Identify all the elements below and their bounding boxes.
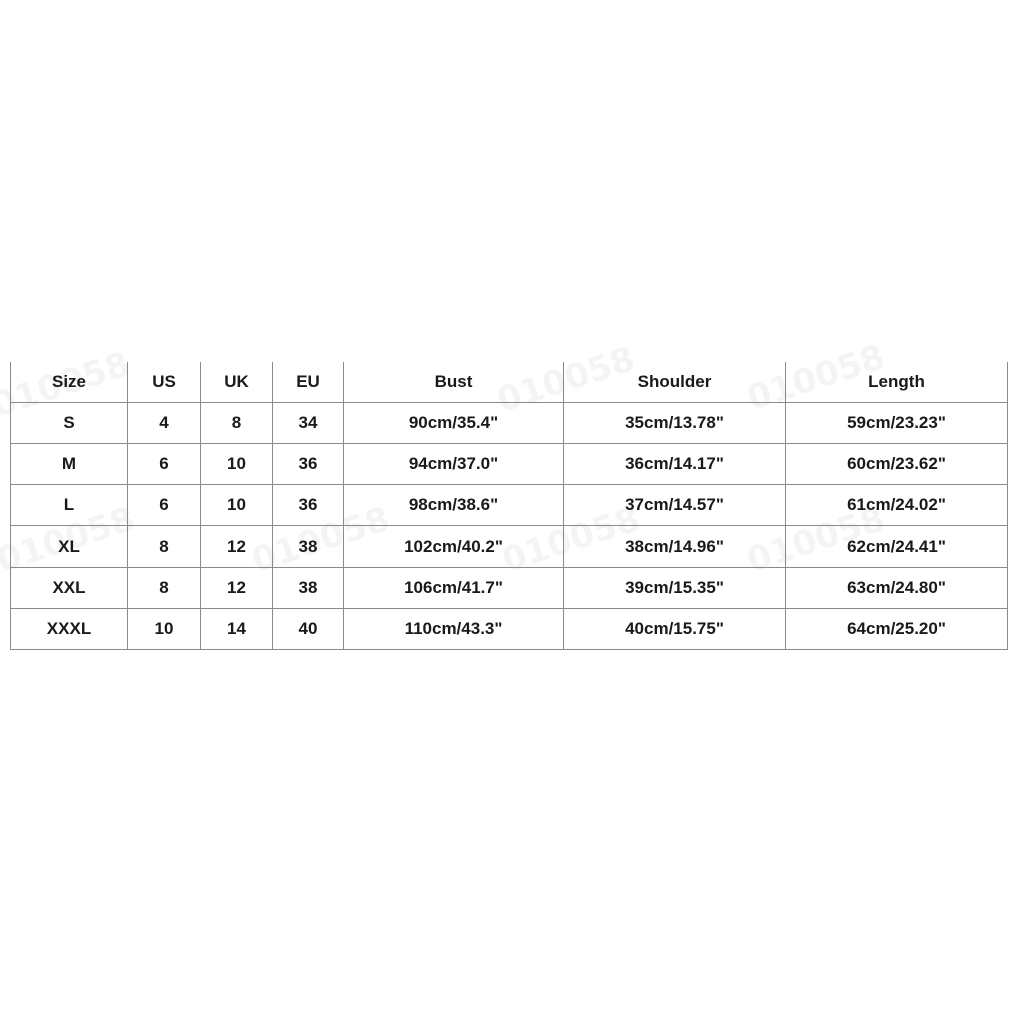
column-header-bust: Bust	[344, 362, 564, 403]
cell-length: 62cm/24.41"	[786, 526, 1008, 567]
cell-bust: 98cm/38.6"	[344, 485, 564, 526]
column-header-us: US	[128, 362, 201, 403]
cell-bust: 110cm/43.3"	[344, 608, 564, 649]
cell-size: XXL	[11, 567, 128, 608]
size-chart-table	[10, 362, 1008, 650]
cell-shoulder: 38cm/14.96"	[564, 526, 786, 567]
cell-eu: 36	[273, 444, 344, 485]
cell-length: 59cm/23.23"	[786, 403, 1008, 444]
cell-us: 8	[128, 526, 201, 567]
cell-length: 61cm/24.02"	[786, 485, 1008, 526]
cell-uk: 8	[201, 403, 273, 444]
table-header-row	[11, 362, 1008, 403]
cell-us: 6	[128, 485, 201, 526]
cell-uk: 10	[201, 444, 273, 485]
cell-eu: 34	[273, 403, 344, 444]
cell-size: M	[11, 444, 128, 485]
cell-size: XL	[11, 526, 128, 567]
column-header-length: Length	[786, 362, 1008, 403]
cell-shoulder: 40cm/15.75"	[564, 608, 786, 649]
cell-length: 64cm/25.20"	[786, 608, 1008, 649]
cell-us: 10	[128, 608, 201, 649]
cell-uk: 10	[201, 485, 273, 526]
cell-shoulder: 35cm/13.78"	[564, 403, 786, 444]
cell-us: 6	[128, 444, 201, 485]
cell-uk: 12	[201, 526, 273, 567]
cell-bust: 102cm/40.2"	[344, 526, 564, 567]
cell-bust: 94cm/37.0"	[344, 444, 564, 485]
column-header-size: Size	[11, 362, 128, 403]
cell-size: S	[11, 403, 128, 444]
cell-us: 4	[128, 403, 201, 444]
cell-size: L	[11, 485, 128, 526]
cell-bust: 106cm/41.7"	[344, 567, 564, 608]
cell-shoulder: 39cm/15.35"	[564, 567, 786, 608]
cell-shoulder: 37cm/14.57"	[564, 485, 786, 526]
cell-size: XXXL	[11, 608, 128, 649]
cell-length: 60cm/23.62"	[786, 444, 1008, 485]
table-row	[11, 444, 1008, 485]
cell-eu: 38	[273, 526, 344, 567]
cell-length: 63cm/24.80"	[786, 567, 1008, 608]
column-header-shoulder: Shoulder	[564, 362, 786, 403]
table-row	[11, 567, 1008, 608]
cell-uk: 12	[201, 567, 273, 608]
table-row	[11, 608, 1008, 649]
cell-uk: 14	[201, 608, 273, 649]
cell-eu: 38	[273, 567, 344, 608]
table-row	[11, 485, 1008, 526]
column-header-eu: EU	[273, 362, 344, 403]
cell-us: 8	[128, 567, 201, 608]
cell-shoulder: 36cm/14.17"	[564, 444, 786, 485]
cell-eu: 40	[273, 608, 344, 649]
column-header-uk: UK	[201, 362, 273, 403]
cell-bust: 90cm/35.4"	[344, 403, 564, 444]
table-row	[11, 403, 1008, 444]
cell-eu: 36	[273, 485, 344, 526]
table-row	[11, 526, 1008, 567]
